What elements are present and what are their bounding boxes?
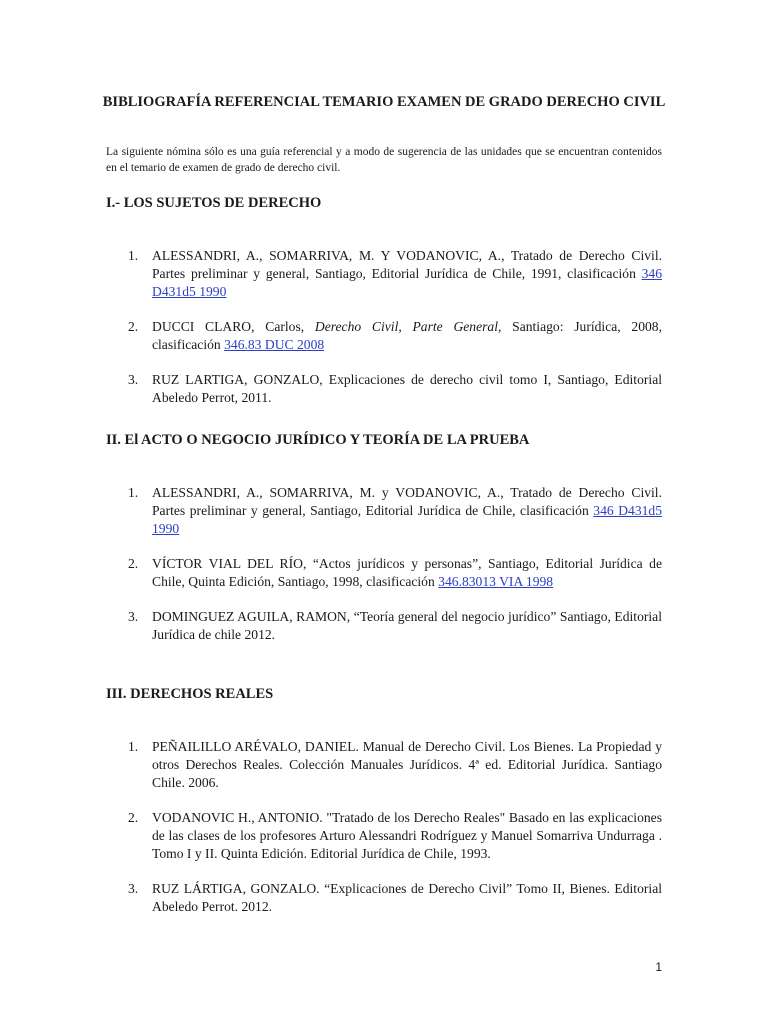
document-title: BIBLIOGRAFÍA REFERENCIAL TEMARIO EXAMEN DE GRADO DERECHO CIVIL (102, 94, 666, 110)
classification-link[interactable]: 346.83013 VIA 1998 (438, 574, 554, 589)
entry-text (152, 555, 662, 591)
entry-citation: ALESSANDRI, A., SOMARRIVA, M. Y VODANOVIC, A., Tratado de Derecho Civil. Partes preliminar y general, Santiago, Editorial Jurídica de Chile, 1991, clasificación (152, 248, 662, 281)
entry-number: 3. (128, 609, 139, 624)
entry-number: 3. (128, 881, 139, 896)
entry-text: PEÑAILILLO ARÉVALO, DANIEL. Manual de Derecho Civil. Los Bienes. La Propiedad y otros Derechos Reales. Colección Manuales Jurídicos. 4ª ed. Editorial Jurídica. Santiago Chile. 2006. (152, 739, 662, 790)
bibliography-entry (106, 555, 662, 591)
entry-number: 2. (128, 810, 139, 825)
entry-citation: DUCCI CLARO, Carlos, (152, 319, 315, 334)
entry-text: VODANOVIC H., ANTONIO. "Tratado de los Derecho Reales" Basado en las explicaciones de las clases de los profesores Arturo Alessandri Rodríguez y Manuel Somarriva Undurraga . Tomo I y II. Quinta Edición. Editorial Jurídica de Chile, 1993. (152, 810, 662, 861)
classification-link[interactable]: 346.83 DUC 2008 (224, 337, 325, 352)
entry-text: RUZ LÁRTIGA, GONZALO. “Explicaciones de Derecho Civil” Tomo II, Bienes. Editorial Abeledo Perrot. 2012. (152, 881, 662, 914)
entry-number: 1. (128, 739, 139, 754)
entry-text: RUZ LARTIGA, GONZALO, Explicaciones de derecho civil tomo I, Santiago, Editorial Abeledo Perrot, 2011. (152, 372, 662, 405)
entry-number: 2. (128, 319, 139, 334)
bibliography-entry (106, 247, 662, 301)
classification-link[interactable]: 346 D431d5 1990 (152, 266, 662, 299)
bibliography-entry (106, 371, 662, 407)
entry-book-title: Derecho Civil, Parte General (314, 319, 498, 334)
bibliography-entry (106, 738, 662, 792)
entry-citation: ALESSANDRI, A., SOMARRIVA, M. y VODANOVIC, A., Tratado de Derecho Civil. Partes preliminar y general, Santiago, Editorial Jurídica de Chile, clasificación (152, 485, 662, 518)
section-heading-derechos-reales: III. DERECHOS REALES (106, 686, 274, 702)
entry-citation: VÍCTOR VIAL DEL RÍO, “Actos jurídicos y personas”, Santiago, Editorial Jurídica de Chile, Quinta Edición, Santiago, 1998, clasificación (152, 556, 662, 589)
page-number: 1 (655, 960, 662, 974)
classification-link[interactable]: 346 D431d5 1990 (152, 503, 663, 536)
bibliography-entry (106, 809, 662, 863)
entry-citation: , Santiago: Jurídica, 2008, clasificación (152, 319, 662, 352)
entry-text (152, 318, 662, 354)
section-heading-sujetos: I.- LOS SUJETOS DE DERECHO (106, 195, 322, 211)
bibliography-entry (106, 880, 662, 916)
entry-number: 2. (128, 556, 139, 571)
bibliography-entry (106, 318, 662, 354)
entry-text (152, 484, 662, 538)
entry-number: 1. (128, 485, 139, 500)
bibliography-entry (106, 484, 662, 538)
entry-text (152, 247, 662, 301)
entry-text: DOMINGUEZ AGUILA, RAMON, “Teoría general del negocio jurídico” Santiago, Editorial Jurídica de chile 2012. (152, 609, 662, 642)
entry-number: 3. (128, 372, 139, 387)
section-heading-acto-juridico: II. El ACTO O NEGOCIO JURÍDICO Y TEORÍA DE LA PRUEBA (106, 432, 530, 448)
entry-number: 1. (128, 248, 139, 263)
bibliography-entry (106, 608, 662, 644)
intro-paragraph: La siguiente nómina sólo es una guía referencial y a modo de sugerencia de las unidades que se encuentran contenidos en el temario de examen de grado de derecho civil. (106, 146, 662, 174)
